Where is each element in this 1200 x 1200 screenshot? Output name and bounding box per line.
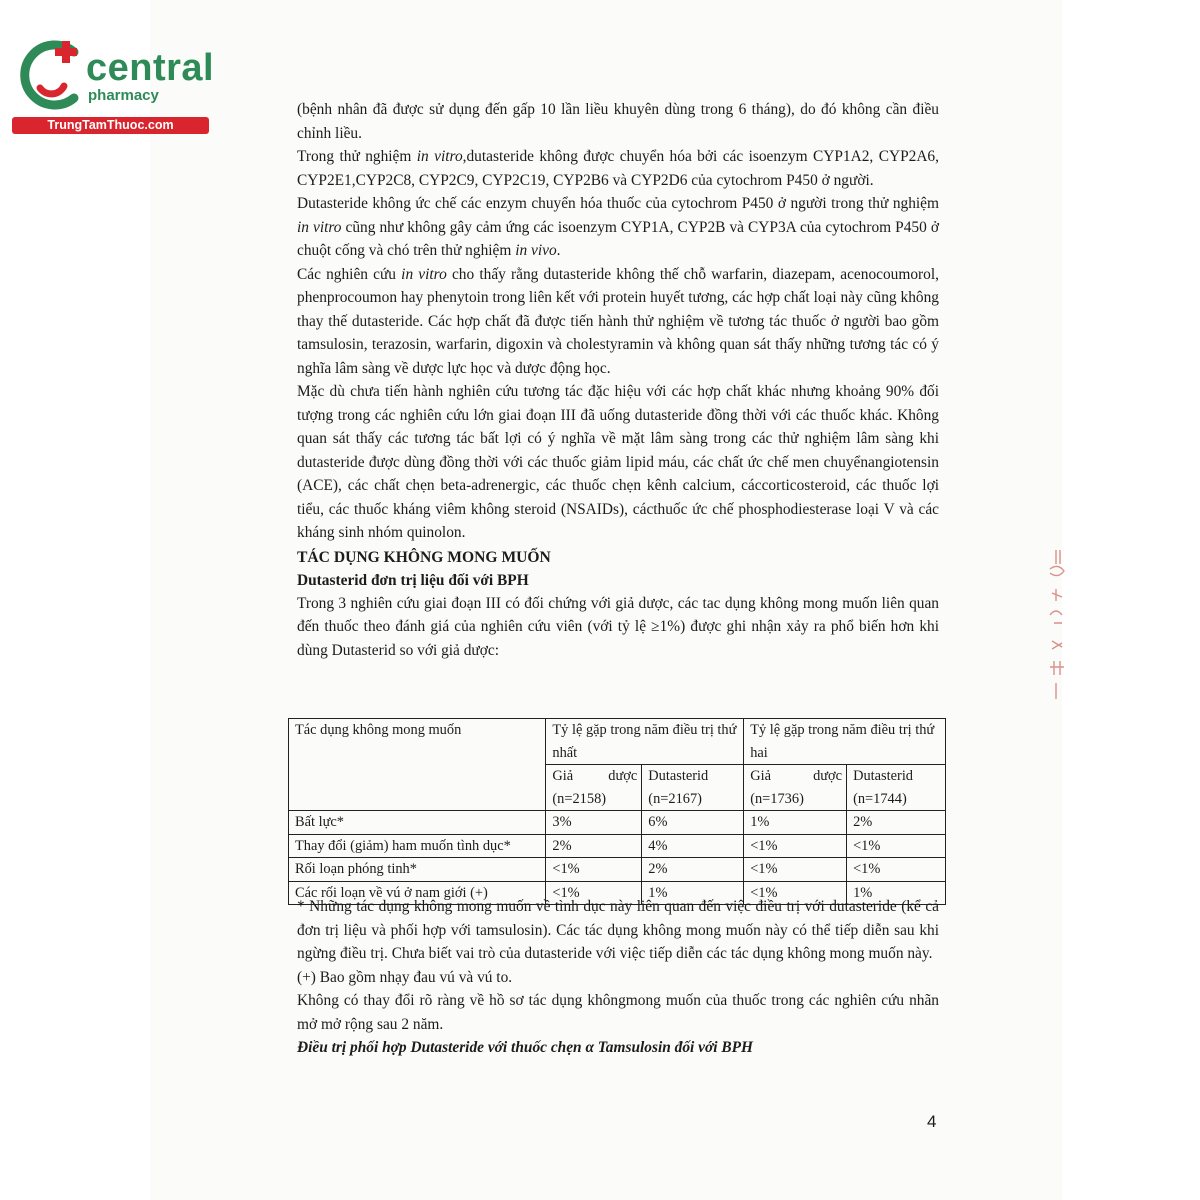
table-row — [289, 834, 946, 858]
brand-url: TrungTamThuoc.com — [12, 117, 209, 134]
text-span: cho thấy rằng dutasteride không thế chỗ warfarin, diazepam, acenocoumorol, phenprocoumon hay phenytoin trong liên kết với protein huyết tương, các hợp chất loại này cũng không thay thế dutasteride. Các hợp chất đã được tiến hành thử nghiệm về tương tác thuốc ở người bao gồm tamsulosin, terazosin, warfarin, digoxin và cholestyramin và không quan sát thấy những tương tác có ý nghĩa lâm sàng về dược lực học và dược động học. — [297, 265, 939, 377]
italic-term: in vitro — [416, 148, 463, 165]
text-span: cũng như không gây cảm ứng các isoenzym CYP1A, CYP2B và CYP3A của cytochrom P450 ở chuột cống và chó trên thử nghiệm — [297, 218, 939, 259]
sample-size: (n=1736) — [750, 790, 804, 807]
cell-effect: Rối loạn phóng tinh* — [289, 858, 546, 882]
cell-value: 1% — [642, 881, 744, 905]
sample-size: (n=1744) — [853, 790, 907, 807]
cell-value: <1% — [744, 858, 847, 882]
cell-value: <1% — [744, 834, 847, 858]
cell-value: 4% — [642, 834, 744, 858]
cell-effect: Thay đổi (giảm) ham muốn tình dục* — [289, 834, 546, 858]
italic-term: in vivo — [515, 242, 557, 259]
footnote-breast: (+) Bao gồm nhạy đau vú và vú to. — [297, 968, 513, 986]
cell-value: 2% — [642, 858, 744, 882]
table-row — [289, 811, 946, 835]
brand-name: central — [86, 47, 215, 89]
subheading-monotherapy: Dutasterid đơn trị liệu đối với BPH — [297, 571, 529, 589]
table-row — [289, 858, 946, 882]
placebo-label — [552, 765, 637, 788]
header-dutasterid-2 — [847, 765, 946, 811]
text-span: Dutasteride không ức chế các enzym chuyển hóa thuốc của cytochrom P450 ở người trong thử nghiệm — [297, 195, 939, 212]
text-span: Các nghiên cứu — [297, 265, 402, 283]
paragraph-protein-binding — [297, 263, 939, 381]
paragraph-interactions: Mặc dù chưa tiến hành nghiên cứu tương tác đặc hiệu với các hợp chất khác nhưng khoảng 90% đối tượng trong các nghiên cứu lớn giai đoạn III đã uống dutasteride đồng thời với các thuốc khác. Không quan sát thấy các tương tác bất lợi có ý nghĩa về mặt lâm sàng trong các thử nghiệm lâm sàng khi dutasteride được dùng đồng thời với các thuốc giảm lipid máu, các chất ức chế men chuyểnangiotensin (ACE), các chất chẹn beta-adrenergic, các thuốc chẹn kênh calcium, cáccorticosteroid, các thuốc lợi tiểu, các thuốc kháng viêm không steroid (NSAIDs), cácthuốc ức chế phosphodiesterase loại V và các kháng sinh nhóm quinolon. — [297, 383, 939, 541]
text-span: dược — [813, 768, 843, 784]
stamp-mark-icon — [1038, 545, 1068, 705]
sample-size: (n=2167) — [648, 790, 702, 807]
header-effect: Tác dụng không mong muốn — [289, 719, 546, 811]
text-span: ,dutasteride không được chuyển hóa bởi các isoenzym CYP1A2, CYP2A6, CYP2E1,CYP2C8, CYP2C9, CYP2C19, CYP2B6 và CYP2D6 của cytochrom P450 ở người. — [297, 148, 939, 189]
document-body — [297, 98, 939, 662]
cell-value: 2% — [546, 834, 642, 858]
page-number: 4 — [927, 1112, 937, 1131]
cell-value: <1% — [744, 881, 847, 905]
paragraph-phase3: Trong 3 nghiên cứu giai đoạn III có đối chứng với giả dược, các tac dụng không mong muốn liên quan đến thuốc theo đánh giá của nghiên cứu viên (với tỷ lệ ≥1%) được ghi nhận xảy ra phổ biến hơn khi dùng Dutasterid so với giả dược: — [297, 594, 939, 659]
cell-value: 1% — [847, 881, 946, 905]
dutasterid-label: Dutasterid — [648, 768, 709, 784]
placebo-label — [750, 765, 842, 788]
sample-size: (n=2158) — [552, 790, 607, 807]
table-header-row — [289, 719, 946, 765]
paragraph-in-vitro-metabolism — [297, 145, 939, 192]
header-year-2: Tỷ lệ gặp trong năm điều trị thứ hai — [744, 719, 946, 765]
section-heading-adverse-effects: TÁC DỤNG KHÔNG MONG MUỐN — [297, 548, 551, 566]
cell-value: <1% — [546, 881, 642, 905]
text-span: dược — [608, 768, 638, 784]
header-placebo-2 — [744, 765, 847, 811]
italic-term: in vitro — [401, 265, 447, 283]
dutasterid-label: Dutasterid — [853, 768, 914, 784]
text-span: . — [556, 242, 561, 259]
cell-value: 3% — [546, 811, 642, 835]
cell-value: 2% — [847, 811, 946, 835]
footnote-sexual-effects: * Những tác dụng không mong muốn về tình dục này liên quan đến việc điều trị với dutasteride (kể cả đơn trị liệu và phối hợp với tamsulosin). Các tác dụng không mong muốn này có thể tiếp diễn sau khi ngừng điều trị. Chưa biết vai trò của dutasteride với việc tiếp diễn các tác dụng không mong muốn này. — [297, 898, 939, 962]
text-span: Giả — [750, 768, 771, 784]
adverse-effects-table — [288, 718, 946, 905]
header-year-1: Tỷ lệ gặp trong năm điều trị thứ nhất — [546, 719, 744, 765]
cell-effect: Bất lực* — [289, 811, 546, 835]
header-dutasterid-1 — [642, 765, 744, 811]
paragraph-dose: (bệnh nhân đã được sử dụng đến gấp 10 lần liều khuyên dùng trong 6 tháng), do đó không cần điều chỉnh liều. — [297, 101, 939, 142]
cell-value: <1% — [847, 858, 946, 882]
cell-value: 1% — [744, 811, 847, 835]
brand-subtitle: pharmacy — [88, 87, 159, 104]
document-notes — [297, 895, 939, 1059]
cell-effect: Các rối loạn về vú ở nam giới (+) — [289, 881, 546, 905]
text-span: Trong thử nghiệm — [297, 148, 417, 165]
cell-value: <1% — [546, 858, 642, 882]
header-placebo-1 — [546, 765, 642, 811]
cell-value: <1% — [847, 834, 946, 858]
paragraph-open-label: Không có thay đổi rõ ràng về hồ sơ tác dụng khôngmong muốn của thuốc trong các nghiên cứu nhãn mở mở rộng sau 2 năm. — [297, 992, 939, 1033]
paragraph-enzyme-inhibition — [297, 192, 939, 263]
text-span: Giả — [552, 768, 574, 784]
subheading-combination-therapy: Điều trị phối hợp Dutasteride với thuốc chẹn α Tamsulosin đối với BPH — [297, 1039, 754, 1056]
cell-value: 6% — [642, 811, 744, 835]
italic-term: in vitro — [297, 218, 342, 236]
